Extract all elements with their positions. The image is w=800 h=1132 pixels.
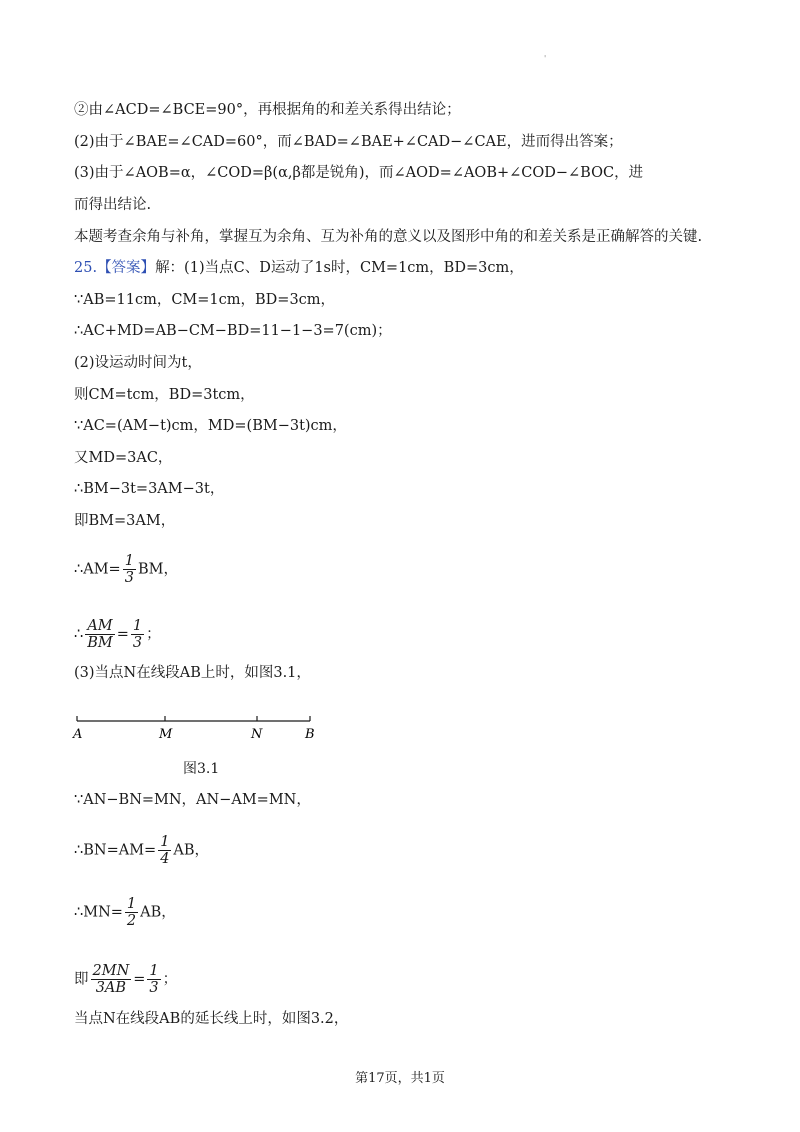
text-line-1: ②由∠ACD=∠BCE=90°，再根据角的和差关系得出结论；	[74, 102, 461, 118]
answer-line-6: 又MD=3AC，	[74, 450, 173, 466]
fraction-2a-num: AM	[85, 618, 115, 635]
fraction-5-suffix: ；	[162, 971, 178, 988]
fraction-2a-den: BM	[87, 635, 113, 651]
fraction-3-suffix: AB，	[173, 842, 210, 859]
fraction-1-num: 1	[124, 553, 134, 569]
fraction-1-prefix: ∴AM=	[74, 561, 121, 578]
fraction-line-5	[74, 963, 177, 996]
part3-line: (3)当点N在线段AB上时，如图3.1，	[74, 665, 311, 681]
fraction-5a	[91, 963, 132, 996]
fraction-3-prefix: ∴BN=AM=	[74, 842, 157, 859]
page-footer: 第17页，共1页	[355, 1071, 445, 1086]
answer-line-5: ∵AC=(AM−t)cm，MD=(BM−3t)cm，	[74, 418, 347, 434]
answer-tag: 【答案】	[97, 260, 156, 276]
answer-number: 25.	[74, 260, 98, 276]
last-line: 当点N在线段AB的延长线上时，如图3.2，	[74, 1011, 349, 1027]
fraction-5a-den: 3AB	[95, 980, 127, 996]
answer-line-7: ∴BM−3t=3AM−3t，	[74, 481, 225, 497]
answer-line-1: ∵AB=11cm，CM=1cm，BD=3cm，	[74, 292, 336, 308]
after-figure-line: ∵AN−BN=MN，AN−AM=MN，	[74, 792, 311, 808]
fraction-5a-num: 2MN	[92, 963, 130, 979]
fraction-3-den: 4	[160, 851, 170, 867]
fraction-2b	[131, 618, 144, 651]
fraction-2a	[85, 618, 115, 651]
fraction-1	[123, 553, 136, 586]
fraction-5b	[147, 963, 160, 996]
fraction-2-prefix: ∴	[74, 626, 84, 643]
answer-first-line: 解：(1)当点C、D运动了1s时，CM=1cm，BD=3cm，	[155, 260, 524, 276]
text-line-3: (3)由于∠AOB=α，∠COD=β(α,β都是锐角)，而∠AOD=∠AOB+∠COD−∠BOC，进	[74, 165, 644, 181]
fraction-2-mid: =	[116, 626, 129, 643]
text-line-5: 本题考查余角与补角，掌握互为余角、互为补角的意义以及图形中角的和差关系是正确解答的关键.	[74, 229, 703, 245]
fraction-4	[125, 896, 138, 929]
fraction-5b-num: 1	[149, 963, 159, 979]
fraction-5-mid: =	[133, 971, 146, 988]
text-line-4: 而得出结论.	[74, 197, 152, 213]
answer-line-3: (2)设运动时间为t，	[74, 355, 202, 371]
answer-line-4: 则CM=tcm，BD=3tcm，	[74, 387, 255, 403]
answer-line-2: ∴AC+MD=AB−CM−BD=11−1−3=7(cm)；	[74, 323, 392, 339]
fraction-4-num: 1	[126, 896, 137, 912]
fraction-5b-den: 3	[149, 980, 159, 996]
fraction-2b-num: 1	[132, 618, 143, 634]
fraction-5-prefix: 即	[74, 971, 89, 988]
label-a: A	[73, 727, 83, 742]
fraction-2b-den: 3	[132, 635, 143, 651]
header-mark: '	[544, 54, 547, 63]
fraction-line-1	[74, 553, 178, 586]
fraction-line-3	[74, 834, 209, 867]
fraction-3-num: 1	[160, 834, 170, 850]
fraction-4-prefix: ∴MN=	[74, 904, 123, 921]
label-b: B	[305, 727, 315, 742]
label-m: M	[159, 727, 173, 742]
fraction-line-4	[74, 896, 176, 929]
fraction-1-den: 3	[124, 570, 134, 586]
fraction-2-suffix: ；	[146, 626, 161, 643]
fraction-line-2	[74, 618, 161, 651]
fraction-3	[158, 834, 171, 867]
text-line-2: (2)由于∠BAE=∠CAD=60°，而∠BAD=∠BAE+∠CAD−∠CAE，进而得出答案；	[74, 134, 623, 150]
answer-heading	[74, 258, 524, 278]
label-n: N	[251, 727, 263, 742]
segment-svg	[70, 706, 330, 746]
fraction-4-den: 2	[126, 913, 137, 929]
fraction-4-suffix: AB，	[140, 904, 176, 921]
fraction-1-suffix: BM，	[137, 561, 178, 578]
answer-line-8: 即BM=3AM，	[74, 513, 176, 529]
figure-caption: 图3.1	[183, 761, 220, 777]
segment-figure	[70, 706, 330, 750]
